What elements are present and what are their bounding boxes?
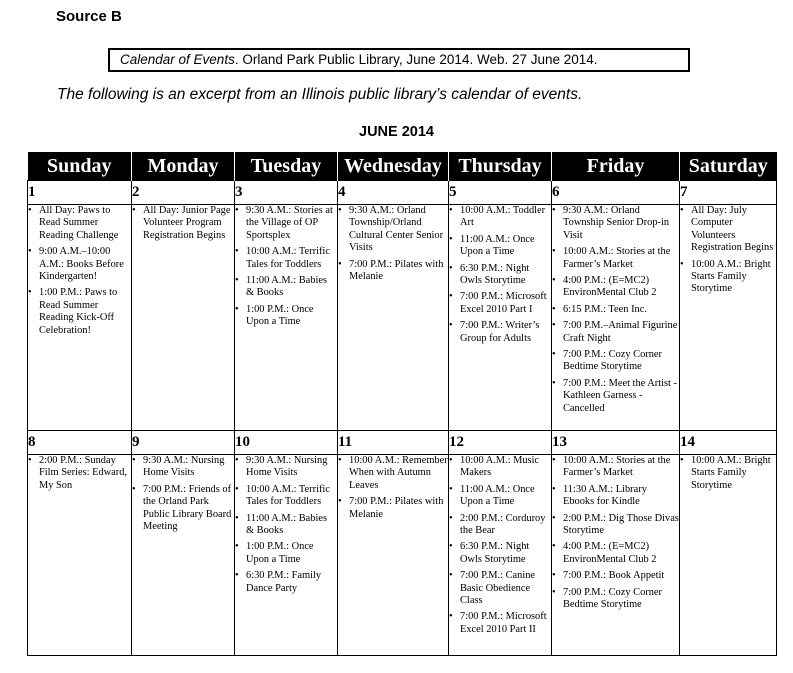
event-item: • 10:00 A.M.: Terrific Tales for Toddlers (243, 484, 337, 509)
event-item: • 10:00 A.M.: Bright Starts Family Storytime (688, 259, 776, 296)
event-item: • 4:00 P.M.: (E=MC2) EnvironMental Club 2 (560, 275, 679, 300)
date-number: 2 (132, 181, 235, 205)
day-header: Saturday (680, 152, 777, 181)
event-item: • 10:00 A.M.: Bright Starts Family Storytime (688, 455, 776, 492)
calendar-header-row (28, 152, 777, 181)
event-item: • 6:30 P.M.: Night Owls Storytime (457, 541, 551, 566)
event-list (338, 455, 448, 521)
event-item: • 9:30 A.M.: Orland Township Senior Drop-in Visit (560, 205, 679, 242)
week-date-row (28, 431, 777, 455)
date-number: 14 (680, 431, 777, 455)
date-number: 9 (132, 431, 235, 455)
event-list (680, 455, 776, 492)
event-item: • 7:00 P.M.: Writer’s Group for Adults (457, 320, 551, 345)
source-title: Source B (56, 8, 122, 25)
date-number: 5 (449, 181, 552, 205)
day-cell (235, 205, 338, 431)
event-item: • 11:30 A.M.: Library Ebooks for Kindle (560, 484, 679, 509)
day-cell (132, 205, 235, 431)
day-cell (449, 205, 552, 431)
event-list (235, 205, 337, 329)
day-header: Friday (552, 152, 680, 181)
day-cell (449, 455, 552, 656)
event-list (449, 455, 551, 636)
event-item: • 10:00 A.M.: Remember When with Autumn Leaves (346, 455, 448, 492)
event-list (338, 205, 448, 283)
event-item: • 2:00 P.M.: Corduroy the Bear (457, 513, 551, 538)
date-number: 12 (449, 431, 552, 455)
day-cell (338, 205, 449, 431)
citation-box (108, 48, 690, 72)
day-header: Sunday (28, 152, 132, 181)
week-events-row (28, 455, 777, 656)
event-item: • 9:30 A.M.: Nursing Home Visits (243, 455, 337, 480)
event-list (28, 455, 131, 492)
day-cell (235, 455, 338, 656)
event-item: • 7:00 P.M.: Friends of the Orland Park Public Library Board Meeting (140, 484, 234, 534)
event-item: • 2:00 P.M.: Sunday Film Series: Edward, My Son (36, 455, 131, 492)
event-item: • 9:30 A.M.: Orland Township/Orland Cultural Center Senior Visits (346, 205, 448, 255)
event-item: • 6:30 P.M.: Family Dance Party (243, 570, 337, 595)
event-item: • 7:00 P.M.: Cozy Corner Bedtime Storytime (560, 587, 679, 612)
day-header: Monday (132, 152, 235, 181)
event-item: • 10:00 A.M.: Stories at the Farmer’s Market (560, 455, 679, 480)
event-item: • 1:00 P.M.: Once Upon a Time (243, 304, 337, 329)
date-number: 11 (338, 431, 449, 455)
event-item: • 4:00 P.M.: (E=MC2) EnvironMental Club 2 (560, 541, 679, 566)
event-item: • All Day: Paws to Read Summer Reading Challenge (36, 205, 131, 242)
event-item: • 7:00 P.M.: Meet the Artist - Kathleen Garness - Cancelled (560, 378, 679, 415)
event-item: • All Day: July Computer Volunteers Registration Begins (688, 205, 776, 255)
event-list (552, 205, 679, 415)
event-item: • 11:00 A.M.: Once Upon a Time (457, 234, 551, 259)
event-item: • 7:00 P.M.: Book Appetit (560, 570, 679, 582)
day-header: Wednesday (338, 152, 449, 181)
event-item: • 10:00 A.M.: Stories at the Farmer’s Market (560, 246, 679, 271)
event-item: • 6:15 P.M.: Teen Inc. (560, 304, 679, 316)
day-cell (552, 455, 680, 656)
event-item: • 7:00 P.M.: Pilates with Melanie (346, 259, 448, 284)
event-item: • 9:30 A.M.: Nursing Home Visits (140, 455, 234, 480)
week-events-row (28, 205, 777, 431)
event-list (552, 455, 679, 611)
event-item: • 10:00 A.M.: Music Makers (457, 455, 551, 480)
event-item: • 6:30 P.M.: Night Owls Storytime (457, 263, 551, 288)
event-item: • 9:00 A.M.–10:00 A.M.: Books Before Kindergarten! (36, 246, 131, 283)
date-number: 7 (680, 181, 777, 205)
event-item: • 11:00 A.M.: Babies & Books (243, 513, 337, 538)
date-number: 13 (552, 431, 680, 455)
day-cell (28, 455, 132, 656)
calendar-body (28, 181, 777, 656)
day-cell (28, 205, 132, 431)
event-item: • 7:00 P.M.: Cozy Corner Bedtime Storytime (560, 349, 679, 374)
event-list (449, 205, 551, 345)
day-cell (680, 455, 777, 656)
event-item: • 11:00 A.M.: Babies & Books (243, 275, 337, 300)
event-item: • 7:00 P.M.: Microsoft Excel 2010 Part II (457, 611, 551, 636)
day-header: Thursday (449, 152, 552, 181)
event-item: • 7:00 P.M.: Microsoft Excel 2010 Part I (457, 291, 551, 316)
event-item: • 11:00 A.M.: Once Upon a Time (457, 484, 551, 509)
date-number: 4 (338, 181, 449, 205)
day-cell (132, 455, 235, 656)
date-number: 1 (28, 181, 132, 205)
event-item: • 1:00 P.M.: Paws to Read Summer Reading Kick-Off Celebration! (36, 287, 131, 337)
event-list (132, 205, 234, 242)
event-item: • All Day: Junior Page Volunteer Program Registration Begins (140, 205, 234, 242)
day-cell (552, 205, 680, 431)
date-number: 3 (235, 181, 338, 205)
week-date-row (28, 181, 777, 205)
day-cell (338, 455, 449, 656)
calendar-table (27, 152, 777, 656)
event-list (132, 455, 234, 533)
day-cell (680, 205, 777, 431)
date-number: 6 (552, 181, 680, 205)
event-item: • 9:30 A.M.: Stories at the Village of OP Sportsplex (243, 205, 337, 242)
event-item: • 7:00 P.M.–Animal Figurine Craft Night (560, 320, 679, 345)
calendar-month-title: JUNE 2014 (359, 124, 434, 140)
day-header: Tuesday (235, 152, 338, 181)
citation-details: . Orland Park Public Library, June 2014. Web. 27 June 2014. (234, 52, 598, 67)
event-list (28, 205, 131, 337)
event-item: • 7:00 P.M.: Canine Basic Obedience Class (457, 570, 551, 607)
event-item: • 2:00 P.M.: Dig Those Divas Storytime (560, 513, 679, 538)
event-list (680, 205, 776, 296)
intro-text: The following is an excerpt from an Illinois public library’s calendar of events. (57, 86, 583, 103)
event-list (235, 455, 337, 595)
citation-title: Calendar of Events (120, 52, 235, 67)
event-item: • 10:00 A.M.: Toddler Art (457, 205, 551, 230)
date-number: 10 (235, 431, 338, 455)
event-item: • 1:00 P.M.: Once Upon a Time (243, 541, 337, 566)
event-item: • 10:00 A.M.: Terrific Tales for Toddlers (243, 246, 337, 271)
event-item: • 7:00 P.M.: Pilates with Melanie (346, 496, 448, 521)
date-number: 8 (28, 431, 132, 455)
